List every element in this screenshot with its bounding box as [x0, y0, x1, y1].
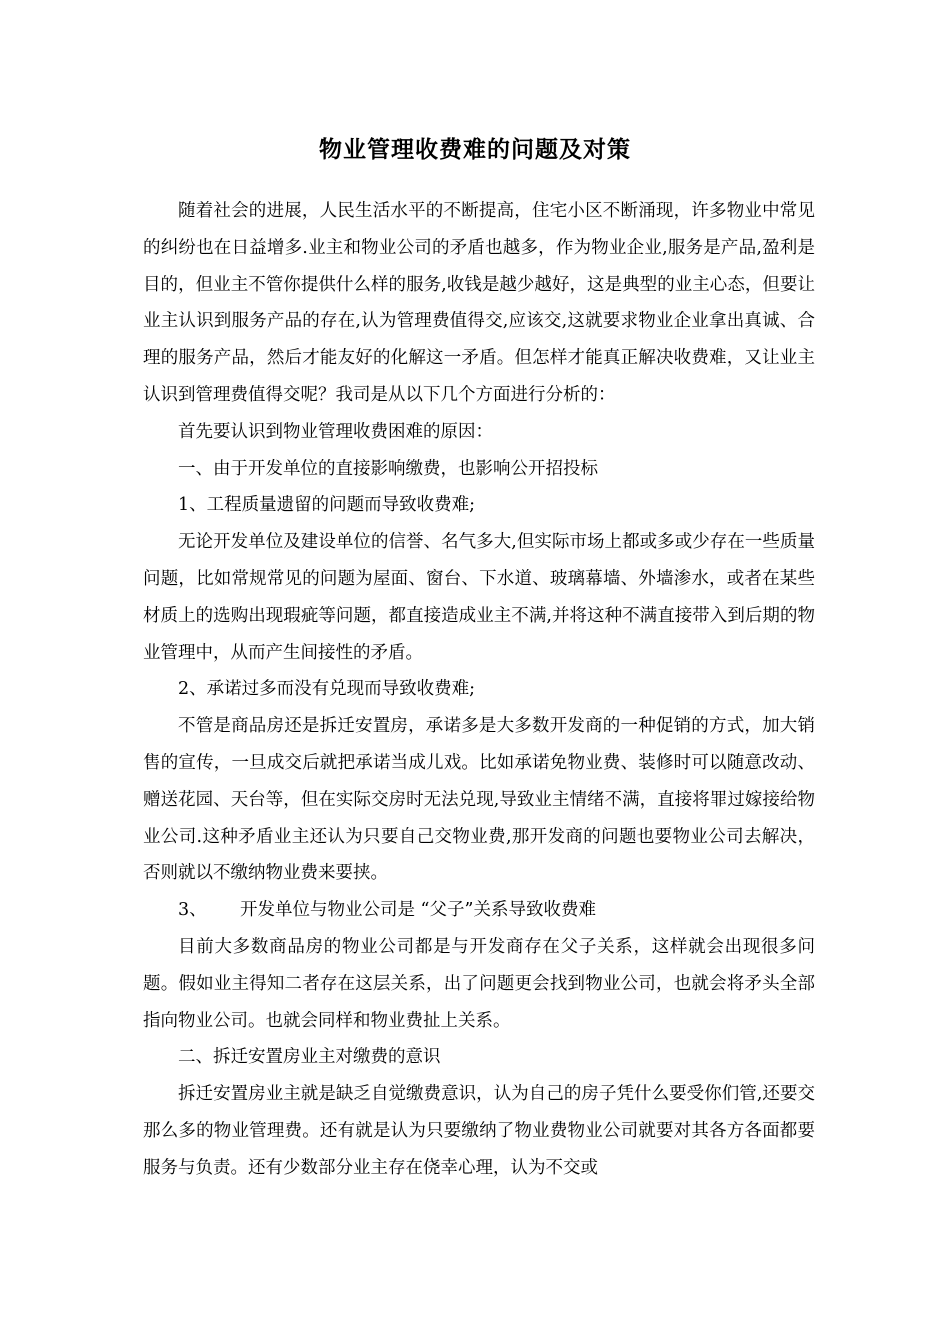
item-heading-2: 2、承诺过多而没有兑现而导致收费难;	[178, 679, 476, 700]
paragraph-intro: 随着社会的进展，人民生活水平的不断提高，住宅小区不断涌现，许多物业中常见的纠纷也在日益增多.业主和物业公司的矛盾也越多，作为物业企业,服务是产品,盈利是目的，但业主不管你提供什么样的服务,收钱是越少越好，这是典型的业主心态，但要让业主认识到服务产品的存在,认为管理费值得交,应该交,这就要求物业企业拿出真诚、合理的服务产品，然后才能友好的化解这一矛盾。但怎样才能真正解决收费难，又让业主认识到管理费值得交呢？我司是从以下几个方面进行分析的：	[143, 201, 815, 405]
item-heading-3-text: 开发单位与物业公司是 “父子”关系导致收费难	[240, 900, 596, 921]
paragraph-parent-child: 目前大多数商品房的物业公司都是与开发商存在父子关系，这样就会出现很多问题。假如业主得知二者存在这层关系，出了问题更会找到物业公司，也就会将矛头全部指向物业公司。也就会同样和物业费扯上关系。	[143, 936, 815, 1031]
paragraph-relocation-owners: 拆迁安置房业主就是缺乏自觉缴费意识，认为自己的房子凭什么要受你们管,还要交那么多的物业管理费。还有就是认为只要缴纳了物业费物业公司就要对其各方各面都要服务与负责。还有少数部分业主存在侥幸心理，认为不交或	[143, 1084, 815, 1178]
section-heading-1: 一、由于开发单位的直接影响缴费，也影响公开招投标	[178, 458, 598, 479]
document-title: 物业管理收费难的问题及对策	[319, 137, 631, 163]
document-body	[143, 193, 815, 1187]
item-heading-1: 1、工程质量遗留的问题而导致收费难;	[178, 495, 476, 516]
item-heading-3-number: 3、	[178, 900, 207, 921]
section-heading-2: 二、拆迁安置房业主对缴费的意识	[178, 1047, 441, 1068]
paragraph-promises: 不管是商品房还是拆迁安置房，承诺多是大多数开发商的一种促销的方式，加大销售的宣传，一旦成交后就把承诺当成儿戏。比如承诺免物业费、装修时可以随意改动、赠送花园、天台等，但在实际交房时无法兑现,导致业主情绪不满，直接将罪过嫁接给物业公司.这种矛盾业主还认为只要自己交物业费,那开发商的问题也要物业公司去解决，否则就以不缴纳物业费来要挟。	[143, 716, 815, 884]
paragraph-quality-issues: 无论开发单位及建设单位的信誉、名气多大,但实际市场上都或多或少存在一些质量问题，比如常规常见的问题为屋面、窗台、下水道、玻璃幕墙、外墙渗水，或者在某些材质上的选购出现瑕疵等问题，都直接造成业主不满,并将这种不满直接带入到后期的物业管理中，从而产生间接性的矛盾。	[143, 532, 815, 663]
item-heading-3	[143, 892, 815, 929]
paragraph-causes-heading: 首先要认识到物业管理收费困难的原因：	[178, 421, 493, 442]
